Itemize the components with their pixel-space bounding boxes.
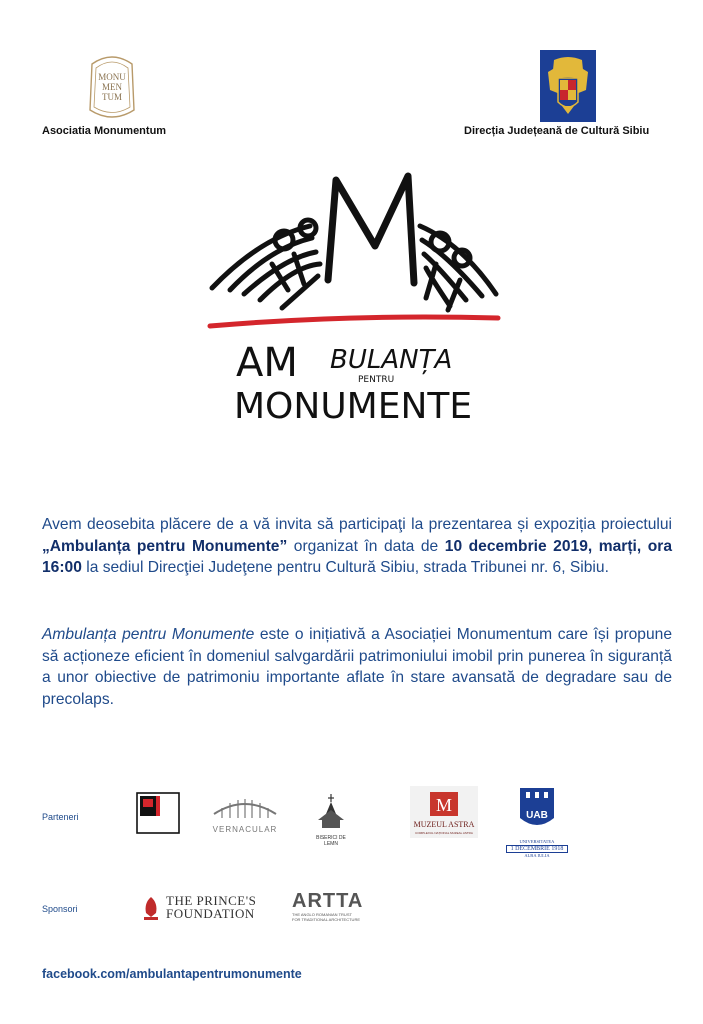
ambulanta-logo: [200, 168, 510, 443]
invite-text-b: organizat în data de: [287, 537, 445, 555]
project-name-italic: Ambulanța pentru Monumente: [42, 626, 255, 643]
uab-line1: UNIVERSITATEA: [519, 839, 555, 844]
project-name: „Ambulanța pentru Monumente”: [42, 537, 288, 555]
invitation-paragraph: [42, 514, 672, 579]
partner-logo-pdc[interactable]: [136, 792, 180, 834]
monumentum-line1: MONU: [98, 72, 126, 82]
description-text: este o inițiativă a Asociației Monumentum care își propune să acționeze eficient în domeniul salvgardării patrimoniului imobil prin punerea în siguranță a unor obiective de patrimoniu importante aflate în stare avansată de degradare sau de precolaps.: [42, 626, 672, 708]
princes-line2: FOUNDATION: [166, 906, 255, 921]
uab-line3: ALBA IULIA: [524, 853, 550, 858]
princes-line1: THE PRINCE'S: [166, 893, 257, 908]
event-date: 10 decembrie 2019, marți, ora 16:00: [42, 537, 673, 577]
biserici-label: BISERICI DE LEMN: [316, 835, 346, 847]
logo-monumente: MONUMENTE: [234, 386, 473, 427]
partner-logo-biserici[interactable]: [310, 792, 352, 846]
sponsor-logo-artta[interactable]: [292, 890, 372, 924]
sponsors-label: Sponsori: [42, 904, 78, 914]
facebook-link[interactable]: facebook.com/ambulantapentrumonumente: [42, 967, 302, 981]
invite-text-a: Avem deosebita plăcere de a vă invita să participaţi la prezentarea și expoziția proiectului: [42, 516, 672, 533]
directia-name: Direcția Județeană de Cultură Sibiu: [464, 125, 650, 137]
partner-logo-uab[interactable]: [504, 784, 570, 860]
invite-text-c: la sediul Direcţiei Judeţene pentru Cultură Sibiu, strada Tribunei nr. 6, Sibiu.: [81, 559, 609, 577]
uab-short: UAB: [526, 810, 548, 821]
monumentum-line2: MEN: [102, 82, 122, 92]
logo-am: AM: [236, 340, 298, 386]
partner-logo-astra[interactable]: [410, 786, 478, 838]
logo-bulanta: BULANȚA: [330, 345, 453, 375]
partner-logo-vernacular[interactable]: [212, 794, 278, 836]
princes-feathers-icon: [140, 895, 162, 921]
svg-text:M: M: [435, 795, 453, 815]
astra-name: MUZEUL ASTRA: [413, 820, 475, 829]
artta-sub2: FOR TRADITIONAL ARCHITECTURE: [292, 917, 361, 922]
uab-line2: 1 DECEMBRIE 1918: [506, 845, 568, 853]
artta-sub1: THE ANGLO ROMANIAN TRUST: [292, 912, 352, 917]
astra-sub: COMPLEXUL NAȚIONAL MUZEAL ASTRA: [415, 831, 473, 835]
monumentum-name: Asociatia Monumentum: [42, 125, 167, 137]
monumentum-logo: [84, 52, 140, 124]
partners-label: Parteneri: [42, 812, 79, 822]
sponsor-logo-princes-foundation[interactable]: [140, 893, 272, 923]
monumentum-line3: TUM: [102, 92, 122, 102]
vernacular-label: VERNACULAR: [212, 825, 278, 834]
description-paragraph: [42, 624, 672, 710]
artta-name: ARTTA: [292, 890, 364, 912]
romanian-coat-of-arms-icon: [540, 50, 596, 122]
logo-pentru: PENTRU: [358, 375, 395, 385]
